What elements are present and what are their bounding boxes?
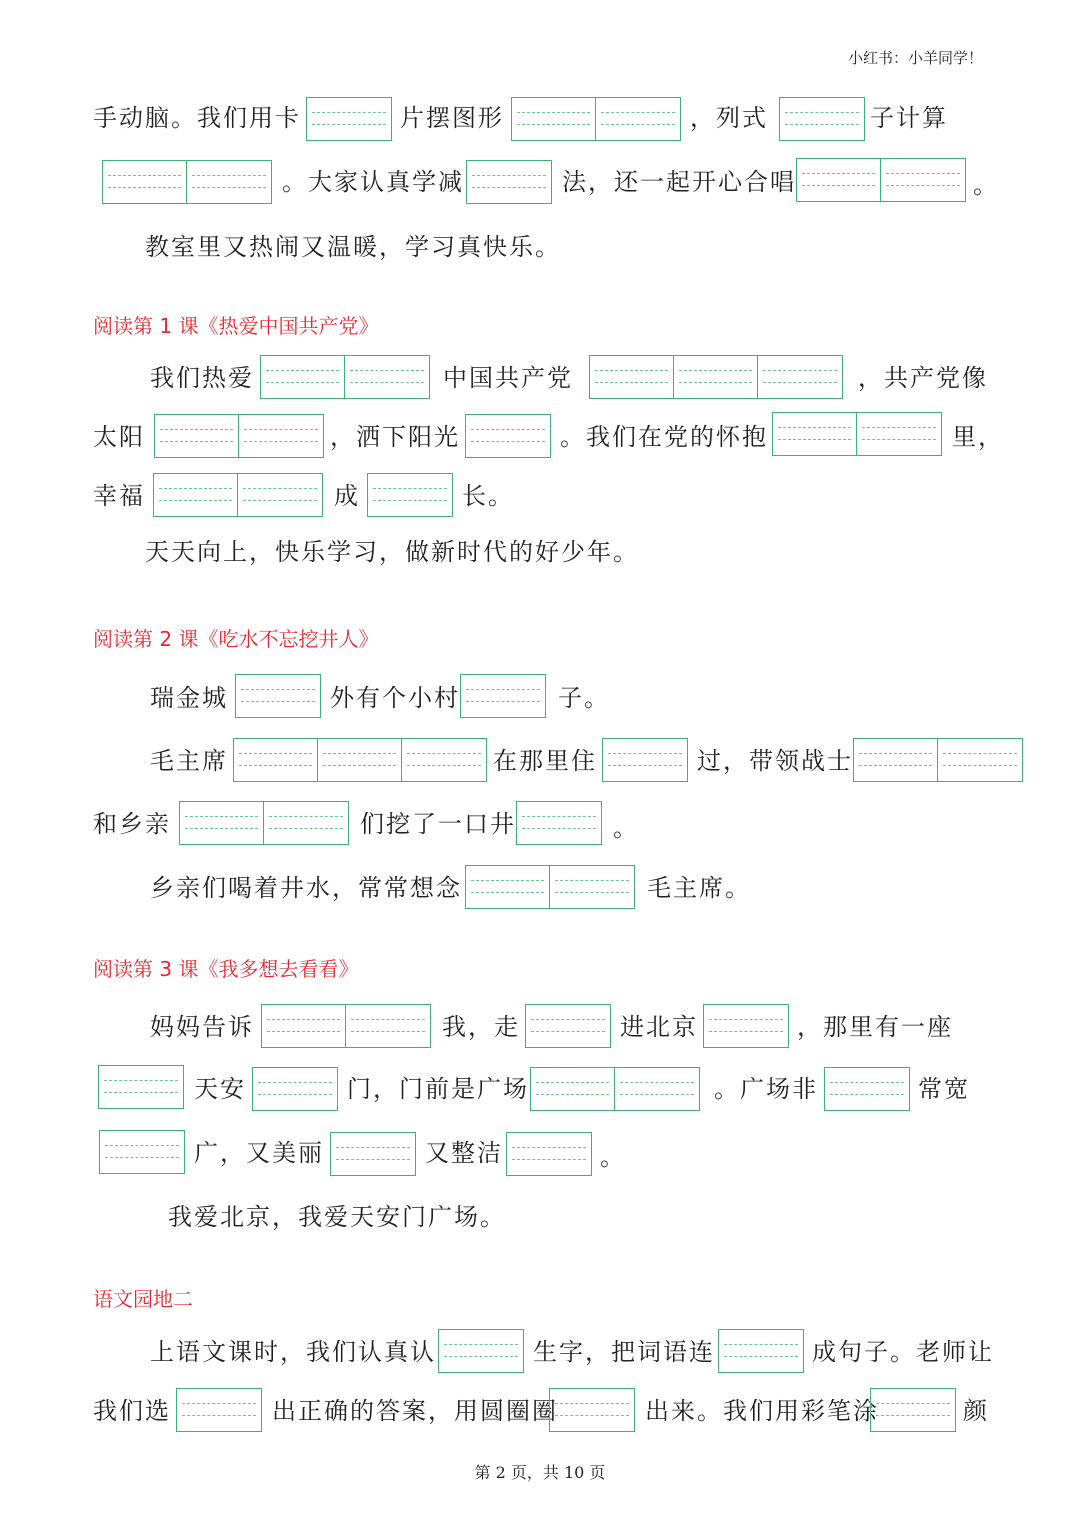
text-segment: 幸福 — [93, 482, 145, 510]
text-segment: 太阳 — [93, 423, 145, 451]
pinyin-writing-box[interactable] — [853, 738, 1023, 782]
text-segment: ，共产党像 — [858, 364, 988, 392]
text-segment: 天安 — [194, 1075, 246, 1103]
pinyin-writing-box[interactable] — [99, 1130, 185, 1174]
section-heading: 阅读第 1 课《热爱中国共产党》 — [93, 314, 379, 338]
text-segment: 我们热爱 — [150, 364, 254, 392]
pinyin-writing-box[interactable] — [525, 1004, 611, 1048]
pinyin-writing-box[interactable] — [261, 1004, 431, 1048]
text-segment: 成句子。老师让 — [812, 1338, 994, 1366]
text-segment: 瑞金城 — [150, 684, 228, 712]
pinyin-writing-box[interactable] — [102, 160, 272, 204]
text-segment: 。 — [613, 814, 639, 842]
pinyin-writing-box[interactable] — [154, 414, 324, 458]
pinyin-writing-box[interactable] — [870, 1388, 956, 1432]
text-segment: 上语文课时，我们认真认 — [150, 1338, 436, 1366]
pinyin-writing-box[interactable] — [233, 738, 487, 782]
text-segment: 又整洁 — [425, 1139, 503, 1167]
pinyin-writing-box[interactable] — [153, 473, 323, 517]
text-segment: 法，还一起开心合唱 — [562, 168, 796, 196]
text-segment: 。我们在党的怀抱 — [560, 423, 768, 451]
pinyin-writing-box[interactable] — [602, 738, 688, 782]
text-segment: 出来。我们用彩笔涂 — [645, 1397, 879, 1425]
pinyin-writing-box[interactable] — [460, 674, 546, 718]
section-heading: 阅读第 3 课《我多想去看看》 — [93, 957, 359, 981]
text-segment: 里， — [952, 423, 1004, 451]
text-segment: 和乡亲 — [93, 810, 171, 838]
text-segment: 广，又美丽 — [194, 1139, 324, 1167]
pinyin-writing-box[interactable] — [465, 414, 551, 458]
text-segment: 出正确的答案，用圆圈圈 — [272, 1397, 558, 1425]
text-segment: 手动脑。我们用卡 — [93, 104, 301, 132]
pinyin-writing-box[interactable] — [330, 1132, 416, 1176]
pinyin-writing-box[interactable] — [796, 158, 966, 202]
text-segment: 我爱北京，我爱天安门广场。 — [168, 1203, 506, 1231]
text-segment: 门，门前是广场 — [347, 1075, 529, 1103]
pinyin-writing-box[interactable] — [260, 355, 430, 399]
page-source-label: 小红书：小羊同学！ — [848, 49, 984, 67]
text-segment: 教室里又热闹又温暖，学习真快乐。 — [145, 233, 561, 261]
text-segment: 子。 — [558, 684, 610, 712]
pinyin-writing-box[interactable] — [772, 412, 942, 456]
text-segment: 外有个小村 — [330, 684, 460, 712]
text-segment: 在那里住 — [493, 747, 597, 775]
text-segment: 。 — [600, 1143, 626, 1171]
text-segment: 生字，把词语连 — [533, 1338, 715, 1366]
text-segment: 子计算 — [870, 104, 948, 132]
text-segment: 妈妈告诉 — [150, 1013, 254, 1041]
text-segment: 常宽 — [918, 1075, 970, 1103]
pinyin-writing-box[interactable] — [718, 1329, 804, 1373]
pinyin-writing-box[interactable] — [779, 97, 865, 141]
pinyin-writing-box[interactable] — [438, 1329, 524, 1373]
text-segment: 成 — [334, 482, 360, 510]
pinyin-writing-box[interactable] — [98, 1065, 184, 1109]
text-segment: 们挖了一口井 — [360, 810, 516, 838]
text-segment: 毛主席。 — [647, 874, 751, 902]
text-segment: 我，走 — [442, 1013, 520, 1041]
pinyin-writing-box[interactable] — [511, 97, 681, 141]
text-segment: 。广场非 — [714, 1075, 818, 1103]
text-segment: 。大家认真学减 — [282, 168, 464, 196]
text-segment: 颜 — [963, 1397, 989, 1425]
pinyin-writing-box[interactable] — [589, 355, 843, 399]
pinyin-writing-box[interactable] — [465, 865, 635, 909]
section-heading: 阅读第 2 课《吃水不忘挖井人》 — [93, 627, 379, 651]
pinyin-writing-box[interactable] — [252, 1067, 338, 1111]
pinyin-writing-box[interactable] — [703, 1004, 789, 1048]
pinyin-writing-box[interactable] — [306, 97, 392, 141]
text-segment: 进北京 — [620, 1013, 698, 1041]
pinyin-writing-box[interactable] — [176, 1388, 262, 1432]
text-segment: 我们选 — [93, 1397, 171, 1425]
text-segment: 乡亲们喝着井水，常常想念 — [150, 874, 462, 902]
page-number: 第 2 页，共 10 页 — [474, 1463, 606, 1482]
pinyin-writing-box[interactable] — [506, 1132, 592, 1176]
pinyin-writing-box[interactable] — [516, 801, 602, 845]
text-segment: 长。 — [462, 482, 514, 510]
section-heading: 语文园地二 — [93, 1287, 193, 1311]
text-segment: 片摆图形 — [400, 104, 504, 132]
text-segment: 中国共产党 — [443, 364, 573, 392]
pinyin-writing-box[interactable] — [549, 1388, 635, 1432]
text-segment: 过，带领战士 — [697, 747, 853, 775]
text-segment: ，那里有一座 — [797, 1013, 953, 1041]
text-segment: 天天向上，快乐学习，做新时代的好少年。 — [145, 538, 639, 566]
pinyin-writing-box[interactable] — [179, 801, 349, 845]
text-segment: 。 — [973, 171, 999, 199]
pinyin-writing-box[interactable] — [530, 1067, 700, 1111]
pinyin-writing-box[interactable] — [466, 160, 552, 204]
text-segment: ，列式 — [690, 104, 768, 132]
text-segment: ，洒下阳光 — [330, 423, 460, 451]
text-segment: 毛主席 — [150, 747, 228, 775]
pinyin-writing-box[interactable] — [367, 473, 453, 517]
pinyin-writing-box[interactable] — [235, 674, 321, 718]
pinyin-writing-box[interactable] — [824, 1067, 910, 1111]
